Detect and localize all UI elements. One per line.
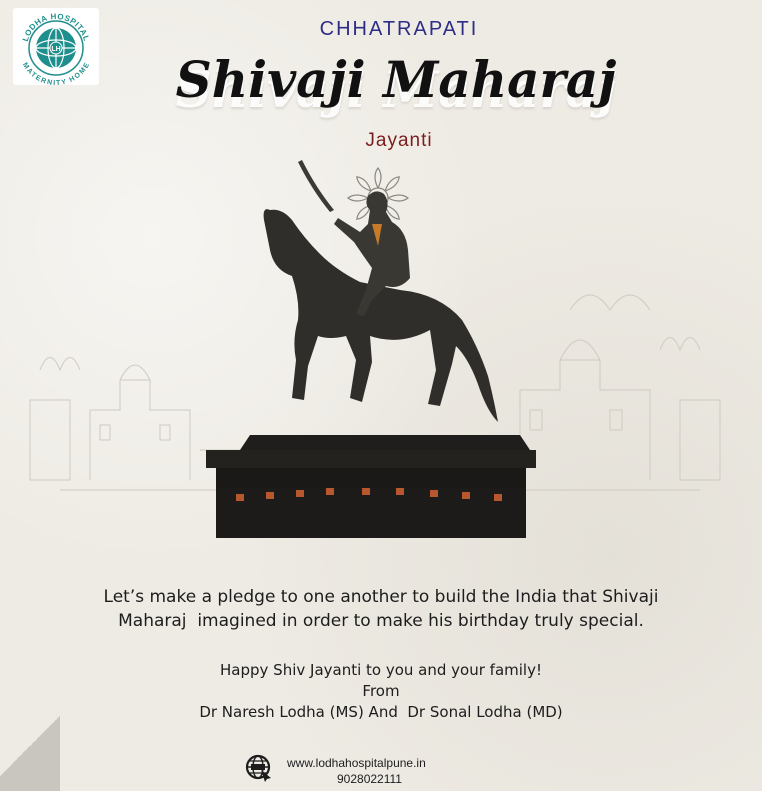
contact-info	[245, 752, 505, 786]
signatories-line: Dr Naresh Lodha (MS) And Dr Sonal Lodha (MD)	[199, 703, 563, 721]
pledge-message	[40, 585, 722, 633]
title-chhatrapati: CHHATRAPATI	[319, 18, 479, 40]
greeting-line: Happy Shiv Jayanti to you and your family!	[220, 661, 542, 679]
from-line: From	[362, 682, 400, 700]
logo-monogram: LH	[51, 46, 61, 53]
title-jayanti: Jayanti	[365, 130, 433, 151]
logo-name-bottom: MATERNITY HOME	[20, 61, 92, 85]
title-shivaji-maharaj: Shivaji Maharaj	[175, 50, 617, 109]
pledge-line-1: Let’s make a pledge to one another to build the India that Shivaji	[103, 587, 659, 607]
pledge-line-2: Maharaj imagined in order to make his birthday truly special.	[118, 611, 644, 631]
statue-illustration	[0, 150, 762, 550]
logo-name-top: LODHA HOSPITAL	[20, 11, 92, 43]
website-link[interactable]: www.lodhahospitalpune.in	[287, 756, 426, 770]
greeting-block	[0, 660, 762, 723]
web-icon	[245, 754, 273, 782]
phone-number[interactable]: 9028022111	[337, 772, 402, 786]
